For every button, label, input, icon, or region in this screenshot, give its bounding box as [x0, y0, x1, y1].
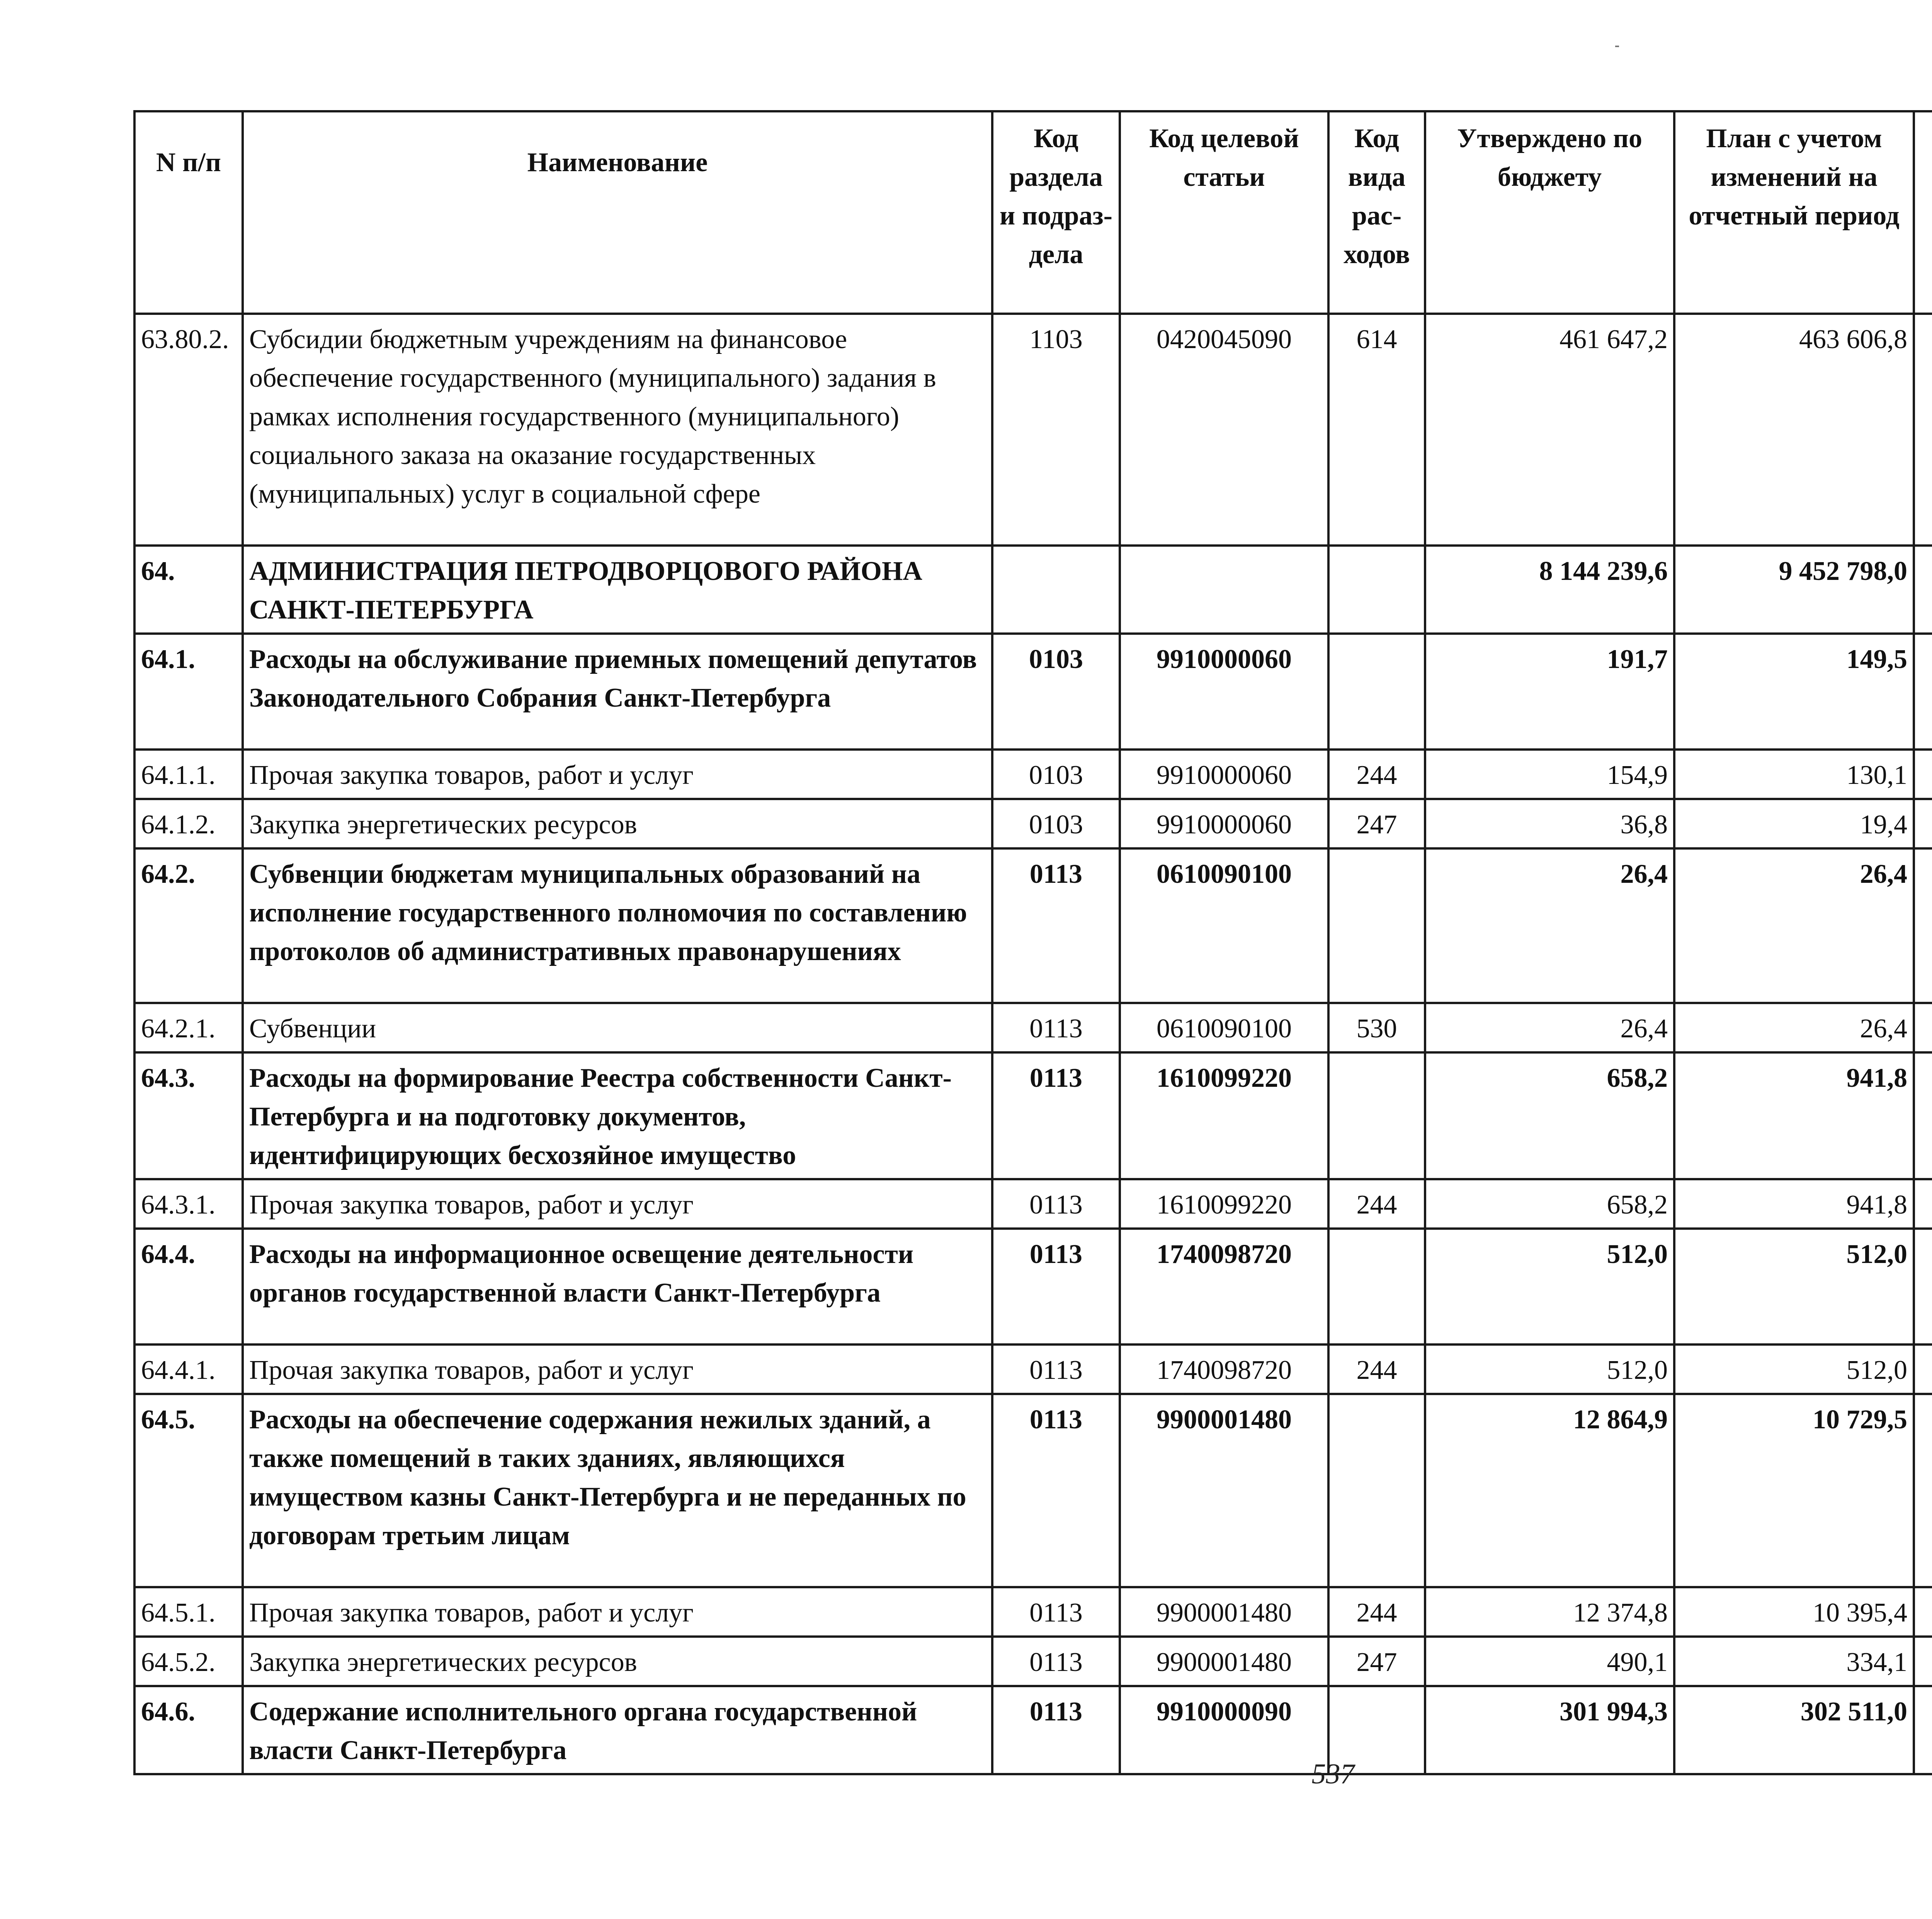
row-target-code: 0610090100 — [1120, 848, 1328, 1003]
row-approved: 26,4 — [1425, 848, 1674, 1003]
row-plan: 19,4 — [1674, 799, 1914, 848]
row-executed — [1914, 634, 1932, 750]
row-executed — [1914, 314, 1932, 546]
row-target-code: 0420045090 — [1120, 314, 1328, 546]
row-expense-code — [1328, 1052, 1425, 1179]
row-plan: 26,4 — [1674, 848, 1914, 1003]
row-num: 64.1.1. — [134, 750, 243, 799]
row-expense-code: 244 — [1328, 1587, 1425, 1637]
row-plan: 512,0 — [1674, 1229, 1914, 1344]
row-approved: 8 144 239,6 — [1425, 546, 1674, 634]
table-row — [134, 1394, 1932, 1587]
row-executed — [1914, 546, 1932, 634]
header-plan: План с учетом изменений на отчетный период — [1674, 111, 1914, 314]
table-row — [134, 546, 1932, 634]
row-approved: 154,9 — [1425, 750, 1674, 799]
row-expense-code: 247 — [1328, 1637, 1425, 1686]
table-row — [134, 799, 1932, 848]
row-section-code: 0113 — [992, 1344, 1120, 1394]
row-num: 64. — [134, 546, 243, 634]
header-target-code: Код целевой статьи — [1120, 111, 1328, 314]
row-plan: 9 452 798,0 — [1674, 546, 1914, 634]
row-num: 64.6. — [134, 1686, 243, 1774]
row-section-code: 0113 — [992, 1394, 1120, 1587]
row-executed — [1914, 799, 1932, 848]
row-expense-code: 244 — [1328, 1179, 1425, 1229]
row-num: 64.1. — [134, 634, 243, 750]
row-executed — [1914, 1587, 1932, 1637]
row-approved: 12 864,9 — [1425, 1394, 1674, 1587]
row-num: 64.5. — [134, 1394, 243, 1587]
row-approved: 12 374,8 — [1425, 1587, 1674, 1637]
row-name: Закупка энергетических ресурсов — [243, 799, 992, 848]
row-approved: 658,2 — [1425, 1179, 1674, 1229]
row-approved: 512,0 — [1425, 1229, 1674, 1344]
page-number: 537 — [1311, 1758, 1355, 1790]
row-target-code: 9910000090 — [1120, 1686, 1328, 1774]
row-section-code: 0103 — [992, 634, 1120, 750]
row-section-code: 0113 — [992, 1003, 1120, 1052]
row-name: Прочая закупка товаров, работ и услуг — [243, 1587, 992, 1637]
row-name: Субсидии бюджетным учреждениям на финансовое обеспечение государственного (муниципального) задания в рамках исполнения государственного (муниципального) социального заказа на оказание государственных (муниципальных) услуг в социальной сфере — [243, 314, 992, 546]
row-section-code: 0113 — [992, 1587, 1120, 1637]
row-plan: 10 395,4 — [1674, 1587, 1914, 1637]
row-approved: 490,1 — [1425, 1637, 1674, 1686]
row-plan: 941,8 — [1674, 1052, 1914, 1179]
row-section-code: 1103 — [992, 314, 1120, 546]
row-executed — [1914, 1229, 1932, 1344]
scan-speck — [1615, 46, 1619, 47]
row-approved: 512,0 — [1425, 1344, 1674, 1394]
row-plan: 26,4 — [1674, 1003, 1914, 1052]
row-name: Прочая закупка товаров, работ и услуг — [243, 1179, 992, 1229]
row-executed — [1914, 1003, 1932, 1052]
row-target-code: 9910000060 — [1120, 750, 1328, 799]
row-num: 64.2.1. — [134, 1003, 243, 1052]
row-target-code: 9910000060 — [1120, 634, 1328, 750]
row-executed — [1914, 750, 1932, 799]
row-approved: 26,4 — [1425, 1003, 1674, 1052]
header-name: Наименование — [243, 111, 992, 314]
row-section-code — [992, 546, 1120, 634]
budget-execution-table — [133, 110, 1932, 1775]
row-expense-code: 244 — [1328, 1344, 1425, 1394]
row-approved: 191,7 — [1425, 634, 1674, 750]
row-section-code: 0113 — [992, 848, 1120, 1003]
row-plan: 334,1 — [1674, 1637, 1914, 1686]
table-row — [134, 1003, 1932, 1052]
row-section-code: 0113 — [992, 1637, 1120, 1686]
row-name: Расходы на обеспечение содержания нежилых зданий, а также помещений в таких зданиях, являющихся имуществом казны Санкт-Петербурга и не переданных по договорам третьим лицам — [243, 1394, 992, 1587]
row-approved: 36,8 — [1425, 799, 1674, 848]
row-section-code: 0103 — [992, 750, 1120, 799]
row-target-code: 9900001480 — [1120, 1637, 1328, 1686]
row-num: 64.3.1. — [134, 1179, 243, 1229]
header-num: N п/п — [134, 111, 243, 314]
row-executed — [1914, 1179, 1932, 1229]
table-body — [134, 314, 1932, 1774]
row-approved: 461 647,2 — [1425, 314, 1674, 546]
table-row — [134, 1344, 1932, 1394]
row-section-code: 0113 — [992, 1052, 1120, 1179]
row-name: Субвенции — [243, 1003, 992, 1052]
row-target-code: 1740098720 — [1120, 1344, 1328, 1394]
table-row — [134, 750, 1932, 799]
header-section-code: Код раздела и подраз-дела — [992, 111, 1120, 314]
row-name: Расходы на обслуживание приемных помещений депутатов Законодательного Собрания Санкт-Петербурга — [243, 634, 992, 750]
row-name: Содержание исполнительного органа государственной власти Санкт-Петербурга — [243, 1686, 992, 1774]
row-section-code: 0113 — [992, 1179, 1120, 1229]
row-expense-code — [1328, 546, 1425, 634]
row-expense-code — [1328, 1229, 1425, 1344]
row-plan: 512,0 — [1674, 1344, 1914, 1394]
table-row — [134, 1587, 1932, 1637]
row-plan: 149,5 — [1674, 634, 1914, 750]
row-name: Субвенции бюджетам муниципальных образований на исполнение государственного полномочия по составлению протоколов об административных правонарушениях — [243, 848, 992, 1003]
row-expense-code: 614 — [1328, 314, 1425, 546]
row-num: 64.4.1. — [134, 1344, 243, 1394]
row-section-code: 0113 — [992, 1686, 1120, 1774]
row-num: 64.5.1. — [134, 1587, 243, 1637]
row-target-code: 0610090100 — [1120, 1003, 1328, 1052]
row-name: Расходы на информационное освещение деятельности органов государственной власти Санкт-Петербурга — [243, 1229, 992, 1344]
row-name: Расходы на формирование Реестра собственности Санкт-Петербурга и на подготовку документов, идентифицирующих бесхозяйное имущество — [243, 1052, 992, 1179]
row-approved: 301 994,3 — [1425, 1686, 1674, 1774]
row-executed — [1914, 1637, 1932, 1686]
table-row — [134, 1229, 1932, 1344]
row-name: Прочая закупка товаров, работ и услуг — [243, 1344, 992, 1394]
table-row — [134, 634, 1932, 750]
row-expense-code — [1328, 634, 1425, 750]
table-row — [134, 314, 1932, 546]
row-section-code: 0113 — [992, 1229, 1120, 1344]
row-approved: 658,2 — [1425, 1052, 1674, 1179]
row-plan: 941,8 — [1674, 1179, 1914, 1229]
row-num: 64.5.2. — [134, 1637, 243, 1686]
row-target-code: 9900001480 — [1120, 1587, 1328, 1637]
table-header — [134, 111, 1932, 314]
row-num: 64.3. — [134, 1052, 243, 1179]
header-expense-code: Код вида рас-ходов — [1328, 111, 1425, 314]
row-num: 64.2. — [134, 848, 243, 1003]
row-plan: 10 729,5 — [1674, 1394, 1914, 1587]
row-num: 64.1.2. — [134, 799, 243, 848]
row-name: Закупка энергетических ресурсов — [243, 1637, 992, 1686]
row-target-code: 1610099220 — [1120, 1179, 1328, 1229]
row-executed — [1914, 1686, 1932, 1774]
header-approved: Утверждено по бюджету — [1425, 111, 1674, 314]
table-row — [134, 1686, 1932, 1774]
row-expense-code — [1328, 1394, 1425, 1587]
row-expense-code: 247 — [1328, 799, 1425, 848]
row-target-code: 1740098720 — [1120, 1229, 1328, 1344]
row-executed — [1914, 848, 1932, 1003]
row-plan: 302 511,0 — [1674, 1686, 1914, 1774]
table-row — [134, 848, 1932, 1003]
row-expense-code: 244 — [1328, 750, 1425, 799]
row-target-code: 1610099220 — [1120, 1052, 1328, 1179]
row-executed — [1914, 1394, 1932, 1587]
row-executed — [1914, 1052, 1932, 1179]
row-num: 64.4. — [134, 1229, 243, 1344]
row-target-code: 9910000060 — [1120, 799, 1328, 848]
row-executed — [1914, 1344, 1932, 1394]
row-target-code: 9900001480 — [1120, 1394, 1328, 1587]
row-expense-code — [1328, 848, 1425, 1003]
row-name: АДМИНИСТРАЦИЯ ПЕТРОДВОРЦОВОГО РАЙОНА САНКТ-ПЕТЕРБУРГА — [243, 546, 992, 634]
table-row — [134, 1052, 1932, 1179]
row-name: Прочая закупка товаров, работ и услуг — [243, 750, 992, 799]
row-target-code — [1120, 546, 1328, 634]
row-section-code: 0103 — [992, 799, 1120, 848]
table-row — [134, 1637, 1932, 1686]
row-num: 63.80.2. — [134, 314, 243, 546]
table-row — [134, 1179, 1932, 1229]
row-plan: 130,1 — [1674, 750, 1914, 799]
header-executed — [1914, 111, 1932, 314]
row-expense-code: 530 — [1328, 1003, 1425, 1052]
row-plan: 463 606,8 — [1674, 314, 1914, 546]
